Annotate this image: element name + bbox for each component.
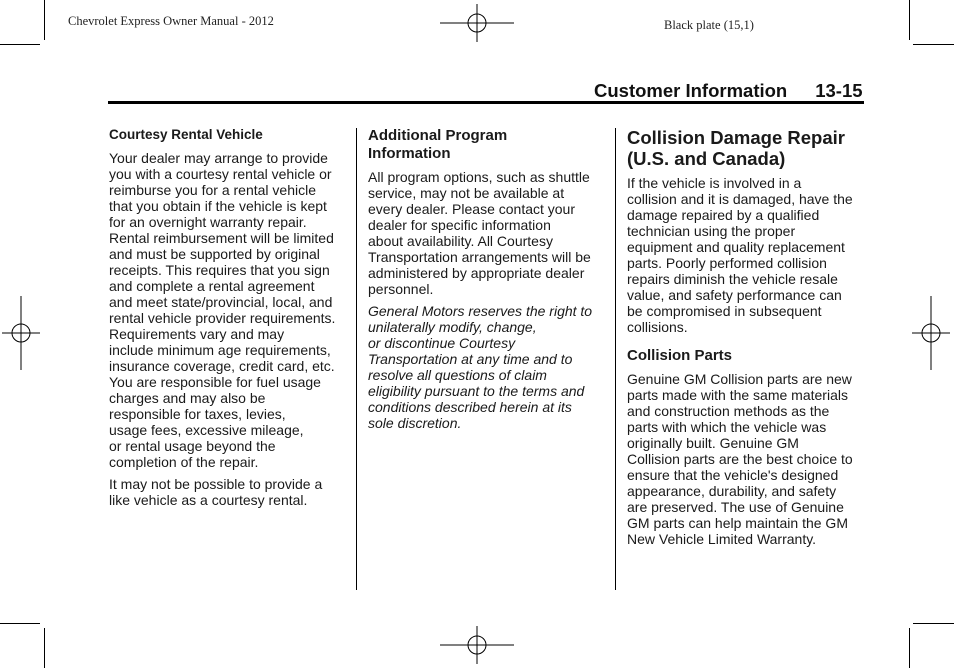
page-number: 13-15 [815,80,863,101]
crop-mark-top-left-v [44,0,45,40]
paragraph-like-vehicle: It may not be possible to provide a like vehicle as a courtesy rental. [109,476,323,508]
crop-mark-bottom-right-v [909,628,910,668]
paragraph-gm-disclaimer: General Motors reserves the right to unilaterally modify, change, or discontinue Courtesy Transportation at any time and to resolve all questions of claim eligibility pursuant to the terms and conditions described herein at its sole discretion. [368,303,593,431]
section-header [594,80,863,102]
registration-mark-left-icon [2,296,40,370]
column-2 [368,127,608,437]
paragraph-rental-reimbursement: Your dealer may arrange to provide you with a courtesy rental vehicle or reimburse you for a rental vehicle that you obtain if the vehicle is kept for an overnight warranty repair. Rental reimbursement will be limited and must be supported by original receipts. This requires that you sign and complete a rental agreement and meet state/provincial, local, and rental vehicle provider requirements. Requirements vary and may include minimum age requirements, insurance coverage, credit card, etc. You are responsible for fuel usage charges and may also be responsible for taxes, levies, usage fees, excessive mileage, or rental usage beyond the completion of the repair. [109,150,336,470]
crop-mark-bottom-left-v [44,628,45,668]
heading-collision-damage-repair: Collision Damage Repair (U.S. and Canada) [627,127,845,169]
manual-title: Chevrolet Express Owner Manual - 2012 [68,14,274,28]
crop-mark-top-left-h [0,44,40,45]
column-divider-2 [615,128,616,590]
plate-label: Black plate (15,1) [664,18,754,32]
column-divider-1 [356,128,357,590]
paragraph-collision-repair: If the vehicle is involved in a collision and it is damaged, have the damage repaired by a qualified technician using the proper equipment and quality replacement parts. Poorly performed collision repairs diminish the vehicle resale value, and safety performance can be compromised in subsequent collisions. [627,175,853,335]
paragraph-program-options: All program options, such as shuttle service, may not be available at every dealer. Please contact your dealer for specific information about availability. All Courtesy Transportation arrangements will be administered by appropriate dealer personnel. [368,169,591,297]
registration-mark-right-icon [912,296,950,370]
heading-additional-program: Additional Program Information [368,127,508,162]
crop-mark-bottom-left-h [0,623,40,624]
crop-mark-top-right-v [909,0,910,40]
section-title: Customer Information [594,80,788,101]
paragraph-genuine-parts: Genuine GM Collision parts are new parts made with the same materials and construction methods as the parts with which the vehicle was originally built. Genuine GM Collision parts are the best choice to ensure that the vehicle's designed appearance, durability, and safety are preserved. The use of Genuine GM parts can help maintain the GM New Vehicle Limited Warranty. [627,371,853,547]
registration-mark-bottom-icon [440,626,514,664]
column-1 [109,127,354,514]
heading-courtesy-rental: Courtesy Rental Vehicle [109,127,263,142]
crop-mark-bottom-right-h [913,623,954,624]
header-rule [108,101,864,104]
column-3 [627,127,867,553]
crop-mark-top-right-h [913,44,954,45]
registration-mark-top-icon [440,4,514,42]
heading-collision-parts: Collision Parts [627,347,733,364]
